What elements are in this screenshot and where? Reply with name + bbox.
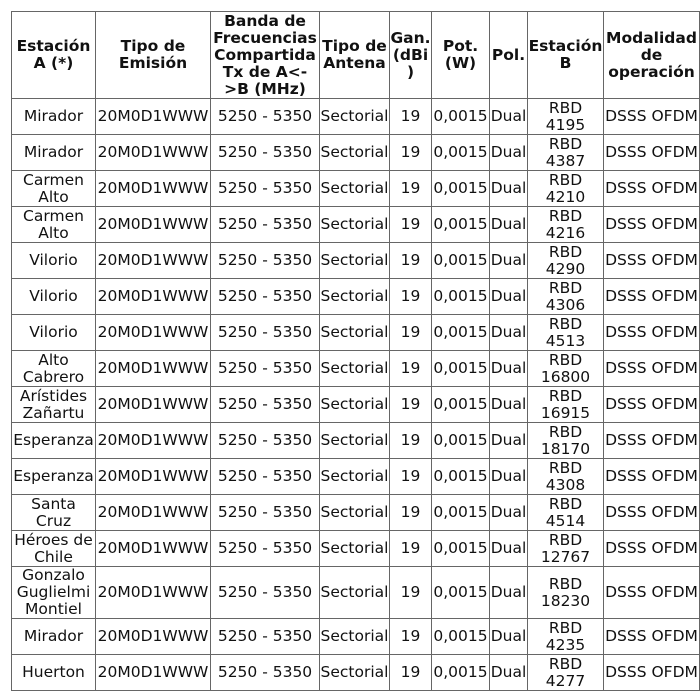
cell-ganancia: 19: [390, 315, 432, 351]
cell-potencia: 0,0015: [432, 171, 490, 207]
cell-potencia: 0,0015: [432, 207, 490, 243]
cell-modalidad: DSSS OFDM: [604, 279, 700, 315]
cell-estacion-b: RBD 4195: [528, 99, 604, 135]
cell-tipo-emision: 20M0D1WWW: [96, 423, 211, 459]
cell-estacion-b: RBD 4277: [528, 655, 604, 691]
cell-estacion-b: RBD 16800: [528, 351, 604, 387]
header-estacion-a: Estación A (*): [12, 12, 96, 99]
table-row: [12, 495, 700, 531]
cell-modalidad: DSSS OFDM: [604, 171, 700, 207]
cell-banda: 5250 - 5350: [211, 567, 320, 619]
cell-potencia: 0,0015: [432, 135, 490, 171]
stations-table: [11, 11, 700, 691]
cell-tipo-antena: Sectorial: [320, 531, 390, 567]
cell-estacion-a: Huerton: [12, 655, 96, 691]
cell-banda: 5250 - 5350: [211, 387, 320, 423]
header-row: [12, 12, 700, 99]
table-row: [12, 279, 700, 315]
cell-modalidad: DSSS OFDM: [604, 567, 700, 619]
cell-polarizacion: Dual: [490, 619, 528, 655]
cell-potencia: 0,0015: [432, 243, 490, 279]
cell-estacion-a: Mirador: [12, 99, 96, 135]
cell-tipo-emision: 20M0D1WWW: [96, 459, 211, 495]
header-potencia: Pot. (W): [432, 12, 490, 99]
cell-modalidad: DSSS OFDM: [604, 459, 700, 495]
cell-estacion-b: RBD 4216: [528, 207, 604, 243]
cell-polarizacion: Dual: [490, 315, 528, 351]
cell-ganancia: 19: [390, 423, 432, 459]
cell-tipo-emision: 20M0D1WWW: [96, 279, 211, 315]
cell-potencia: 0,0015: [432, 423, 490, 459]
cell-potencia: 0,0015: [432, 315, 490, 351]
cell-potencia: 0,0015: [432, 655, 490, 691]
cell-banda: 5250 - 5350: [211, 495, 320, 531]
cell-estacion-b: RBD 4306: [528, 279, 604, 315]
cell-modalidad: DSSS OFDM: [604, 495, 700, 531]
cell-modalidad: DSSS OFDM: [604, 387, 700, 423]
cell-estacion-b: RBD 4308: [528, 459, 604, 495]
cell-ganancia: 19: [390, 135, 432, 171]
cell-polarizacion: Dual: [490, 387, 528, 423]
cell-polarizacion: Dual: [490, 135, 528, 171]
cell-tipo-antena: Sectorial: [320, 279, 390, 315]
cell-modalidad: DSSS OFDM: [604, 99, 700, 135]
cell-tipo-emision: 20M0D1WWW: [96, 387, 211, 423]
table-row: [12, 171, 700, 207]
cell-tipo-antena: Sectorial: [320, 171, 390, 207]
cell-polarizacion: Dual: [490, 459, 528, 495]
cell-estacion-a: Alto Cabrero: [12, 351, 96, 387]
cell-polarizacion: Dual: [490, 243, 528, 279]
cell-potencia: 0,0015: [432, 531, 490, 567]
cell-tipo-antena: Sectorial: [320, 99, 390, 135]
cell-modalidad: DSSS OFDM: [604, 207, 700, 243]
header-banda: Banda de Frecuencias Compartida Tx de A<->B (MHz): [211, 12, 320, 99]
cell-banda: 5250 - 5350: [211, 459, 320, 495]
cell-ganancia: 19: [390, 351, 432, 387]
cell-ganancia: 19: [390, 207, 432, 243]
cell-potencia: 0,0015: [432, 459, 490, 495]
cell-estacion-b: RBD 12767: [528, 531, 604, 567]
cell-estacion-a: Mirador: [12, 135, 96, 171]
cell-tipo-emision: 20M0D1WWW: [96, 135, 211, 171]
header-tipo-emision: Tipo de Emisión: [96, 12, 211, 99]
cell-polarizacion: Dual: [490, 531, 528, 567]
cell-ganancia: 19: [390, 459, 432, 495]
cell-tipo-emision: 20M0D1WWW: [96, 495, 211, 531]
cell-estacion-a: Carmen Alto: [12, 207, 96, 243]
cell-tipo-antena: Sectorial: [320, 495, 390, 531]
cell-estacion-b: RBD 4290: [528, 243, 604, 279]
cell-ganancia: 19: [390, 495, 432, 531]
cell-tipo-antena: Sectorial: [320, 619, 390, 655]
cell-estacion-b: RBD 4210: [528, 171, 604, 207]
cell-tipo-emision: 20M0D1WWW: [96, 567, 211, 619]
cell-ganancia: 19: [390, 655, 432, 691]
table-row: [12, 387, 700, 423]
cell-modalidad: DSSS OFDM: [604, 531, 700, 567]
cell-modalidad: DSSS OFDM: [604, 315, 700, 351]
cell-estacion-b: RBD 16915: [528, 387, 604, 423]
cell-banda: 5250 - 5350: [211, 351, 320, 387]
cell-ganancia: 19: [390, 619, 432, 655]
cell-potencia: 0,0015: [432, 99, 490, 135]
cell-estacion-a: Carmen Alto: [12, 171, 96, 207]
cell-estacion-b: RBD 4387: [528, 135, 604, 171]
table-row: [12, 619, 700, 655]
header-tipo-antena: Tipo de Antena: [320, 12, 390, 99]
cell-potencia: 0,0015: [432, 495, 490, 531]
table-row: [12, 315, 700, 351]
cell-tipo-antena: Sectorial: [320, 207, 390, 243]
cell-tipo-antena: Sectorial: [320, 423, 390, 459]
cell-potencia: 0,0015: [432, 351, 490, 387]
cell-tipo-antena: Sectorial: [320, 459, 390, 495]
cell-banda: 5250 - 5350: [211, 243, 320, 279]
cell-polarizacion: Dual: [490, 171, 528, 207]
cell-tipo-antena: Sectorial: [320, 315, 390, 351]
cell-modalidad: DSSS OFDM: [604, 619, 700, 655]
cell-banda: 5250 - 5350: [211, 655, 320, 691]
cell-estacion-a: Mirador: [12, 619, 96, 655]
cell-ganancia: 19: [390, 279, 432, 315]
cell-tipo-emision: 20M0D1WWW: [96, 171, 211, 207]
cell-banda: 5250 - 5350: [211, 171, 320, 207]
table-row: [12, 207, 700, 243]
cell-polarizacion: Dual: [490, 655, 528, 691]
cell-estacion-b: RBD 18170: [528, 423, 604, 459]
table-row: [12, 351, 700, 387]
table-row: [12, 567, 700, 619]
cell-estacion-a: Esperanza: [12, 423, 96, 459]
cell-tipo-emision: 20M0D1WWW: [96, 207, 211, 243]
cell-tipo-emision: 20M0D1WWW: [96, 351, 211, 387]
cell-tipo-antena: Sectorial: [320, 387, 390, 423]
cell-polarizacion: Dual: [490, 99, 528, 135]
cell-estacion-b: RBD 18230: [528, 567, 604, 619]
cell-potencia: 0,0015: [432, 279, 490, 315]
cell-polarizacion: Dual: [490, 567, 528, 619]
cell-banda: 5250 - 5350: [211, 99, 320, 135]
cell-estacion-b: RBD 4514: [528, 495, 604, 531]
cell-tipo-antena: Sectorial: [320, 243, 390, 279]
header-modalidad: Modalidad de operación: [604, 12, 700, 99]
cell-estacion-a: Santa Cruz: [12, 495, 96, 531]
cell-ganancia: 19: [390, 243, 432, 279]
cell-tipo-antena: Sectorial: [320, 567, 390, 619]
cell-tipo-emision: 20M0D1WWW: [96, 99, 211, 135]
cell-banda: 5250 - 5350: [211, 135, 320, 171]
cell-ganancia: 19: [390, 531, 432, 567]
cell-estacion-a: Vilorio: [12, 315, 96, 351]
header-estacion-b: Estación B: [528, 12, 604, 99]
header-polarizacion: Pol.: [490, 12, 528, 99]
cell-polarizacion: Dual: [490, 207, 528, 243]
cell-ganancia: 19: [390, 99, 432, 135]
table-row: [12, 423, 700, 459]
cell-banda: 5250 - 5350: [211, 315, 320, 351]
cell-modalidad: DSSS OFDM: [604, 135, 700, 171]
cell-polarizacion: Dual: [490, 495, 528, 531]
cell-banda: 5250 - 5350: [211, 423, 320, 459]
cell-banda: 5250 - 5350: [211, 207, 320, 243]
table-row: [12, 655, 700, 691]
cell-polarizacion: Dual: [490, 423, 528, 459]
cell-estacion-a: Vilorio: [12, 279, 96, 315]
cell-ganancia: 19: [390, 567, 432, 619]
cell-tipo-antena: Sectorial: [320, 135, 390, 171]
cell-tipo-emision: 20M0D1WWW: [96, 315, 211, 351]
cell-banda: 5250 - 5350: [211, 531, 320, 567]
cell-estacion-a: Héroes de Chile: [12, 531, 96, 567]
cell-tipo-emision: 20M0D1WWW: [96, 655, 211, 691]
cell-ganancia: 19: [390, 171, 432, 207]
cell-estacion-b: RBD 4235: [528, 619, 604, 655]
table-row: [12, 99, 700, 135]
cell-banda: 5250 - 5350: [211, 279, 320, 315]
cell-estacion-a: Vilorio: [12, 243, 96, 279]
cell-estacion-a: Arístides Zañartu: [12, 387, 96, 423]
cell-potencia: 0,0015: [432, 567, 490, 619]
cell-tipo-antena: Sectorial: [320, 351, 390, 387]
cell-potencia: 0,0015: [432, 387, 490, 423]
cell-modalidad: DSSS OFDM: [604, 351, 700, 387]
cell-tipo-emision: 20M0D1WWW: [96, 619, 211, 655]
table-row: [12, 459, 700, 495]
header-ganancia: Gan. (dBi): [390, 12, 432, 99]
cell-estacion-a: Gonzalo Guglielmi Montiel: [12, 567, 96, 619]
cell-modalidad: DSSS OFDM: [604, 655, 700, 691]
cell-tipo-emision: 20M0D1WWW: [96, 243, 211, 279]
cell-tipo-emision: 20M0D1WWW: [96, 531, 211, 567]
cell-potencia: 0,0015: [432, 619, 490, 655]
cell-modalidad: DSSS OFDM: [604, 243, 700, 279]
cell-modalidad: DSSS OFDM: [604, 423, 700, 459]
table-row: [12, 243, 700, 279]
cell-banda: 5250 - 5350: [211, 619, 320, 655]
cell-polarizacion: Dual: [490, 351, 528, 387]
cell-ganancia: 19: [390, 387, 432, 423]
table-row: [12, 531, 700, 567]
cell-tipo-antena: Sectorial: [320, 655, 390, 691]
cell-estacion-b: RBD 4513: [528, 315, 604, 351]
cell-estacion-a: Esperanza: [12, 459, 96, 495]
table-row: [12, 135, 700, 171]
cell-polarizacion: Dual: [490, 279, 528, 315]
